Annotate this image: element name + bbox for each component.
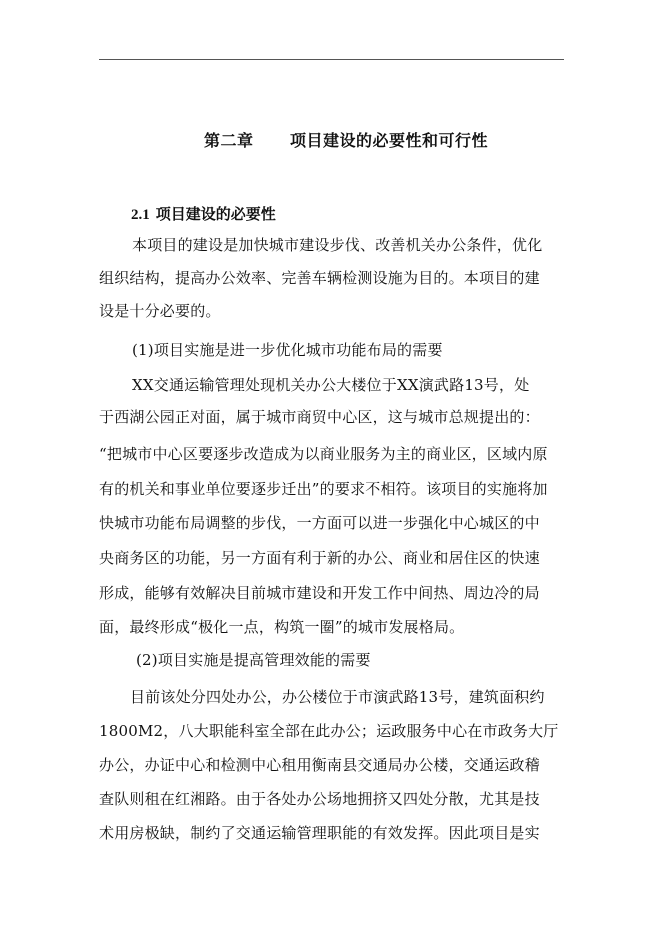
section-number: 2.1 bbox=[131, 207, 150, 223]
body-line: 本项目的建设是加快城市建设步伐、改善机关办公条件，优化 bbox=[132, 236, 543, 254]
header-rule bbox=[99, 59, 564, 60]
body-line: 于西湖公园正对面，属于城市商贸中心区，这与城市总规提出的： bbox=[99, 408, 540, 426]
body-line: 组织结构，提高办公效率、完善车辆检测设施为目的。本项目的建 bbox=[99, 269, 540, 287]
section-heading bbox=[131, 203, 276, 224]
subheading-line: (2)项目实施是提高管理效能的需要 bbox=[136, 651, 371, 669]
body-line: 设是十分必要的。 bbox=[99, 302, 221, 320]
body-line: 目前该处分四处办公，办公楼位于市演武路13号，建筑面积约 bbox=[130, 688, 545, 706]
body-line: 央商务区的功能，另一方面有利于新的办公、商业和居住区的快速 bbox=[99, 549, 540, 567]
chapter-title: 第二章 项目建设的必要性和可行性 bbox=[204, 131, 488, 150]
body-line: 快城市功能布局调整的步伐，一方面可以进一步强化中心城区的中 bbox=[99, 514, 540, 532]
body-line: XX交通运输管理处现机关办公大楼位于XX演武路13号，处 bbox=[132, 376, 530, 394]
body-line: 查队则租在红湘路。由于各处办公场地拥挤又四处分散，尤其是技 bbox=[99, 790, 540, 808]
body-line: 术用房极缺，制约了交通运输管理职能的有效发挥。因此项目是实 bbox=[99, 824, 540, 842]
body-line: “把城市中心区要逐步改造成为以商业服务为主的商业区，区域内原 bbox=[99, 445, 548, 463]
body-line: 形成，能够有效解决目前城市建设和开发工作中间热、周边冷的局 bbox=[99, 584, 540, 602]
section-title: 项目建设的必要性 bbox=[155, 205, 276, 223]
body-line: 面，最终形成“极化一点，构筑一圈”的城市发展格局。 bbox=[99, 618, 465, 636]
subheading-line: (1)项目实施是进一步优化城市功能布局的需要 bbox=[132, 341, 443, 359]
body-line: 1800M2，八大职能科室全部在此办公；运政服务中心在市政务大厅 bbox=[99, 722, 559, 740]
body-line: 办公，办证中心和检测中心租用衡南县交通局办公楼，交通运政稽 bbox=[99, 756, 540, 774]
body-line: 有的机关和事业单位要逐步迁出”的要求不相符。该项目的实施将加 bbox=[99, 480, 548, 498]
